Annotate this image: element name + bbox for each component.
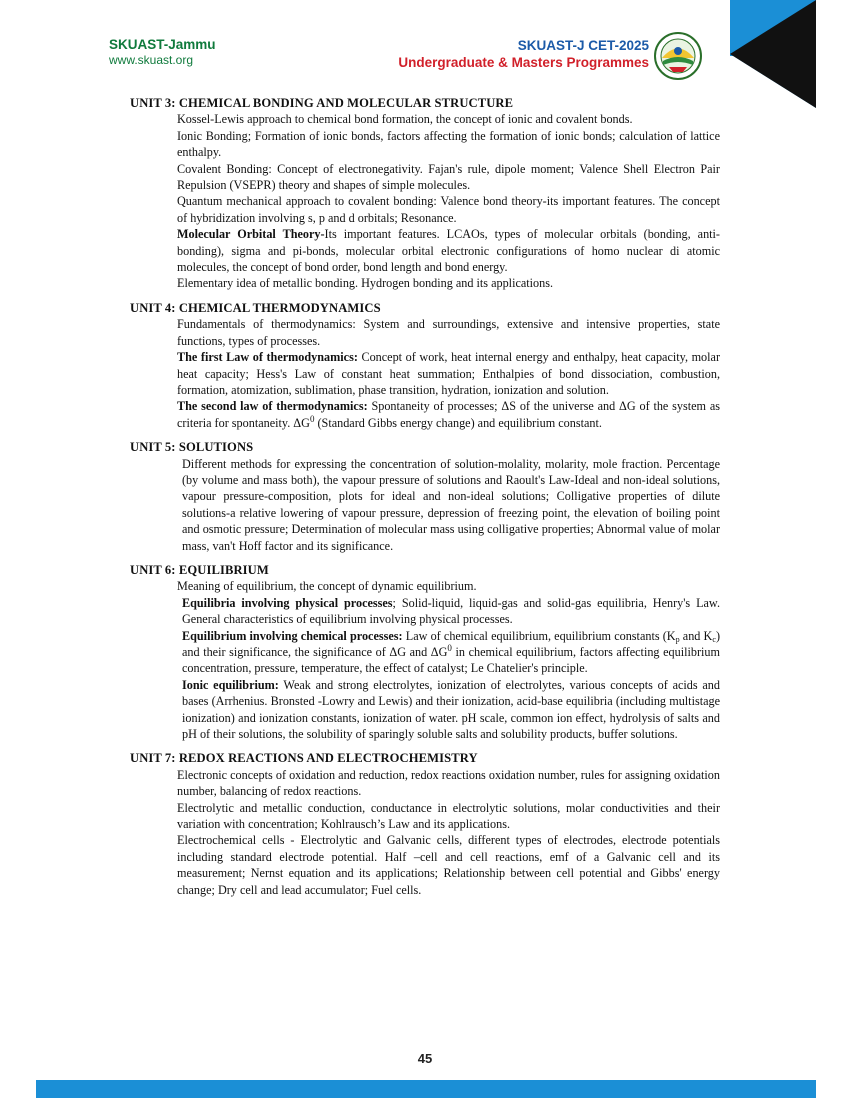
- programmes-title: Undergraduate & Masters Programmes: [398, 55, 649, 70]
- paragraph-heading: Ionic equilibrium:: [182, 677, 279, 692]
- footer-bar: [36, 1080, 816, 1098]
- paragraph: Meaning of equilibrium, the concept of dynamic equilibrium.: [177, 579, 477, 594]
- paragraph: Electrolytic and metallic conduction, conductance in electrolytic solutions, molar conductivities and their variation with concentration; Kohlrausch’s Law and its applications.: [177, 800, 720, 832]
- page-number: 45: [417, 1051, 433, 1066]
- paragraph-text: and K: [679, 628, 713, 643]
- paragraph: [182, 677, 720, 743]
- header-right: [398, 37, 649, 71]
- paragraph: Fundamentals of thermodynamics: System and surroundings, extensive and intensive properties, state functions, types of processes.: [177, 317, 720, 348]
- paragraph: Quantum mechanical approach to covalent bonding: Valence bond theory-its important features. The concept of hybridization involving s, p and d orbitals; Resonance.: [177, 194, 720, 225]
- paragraph-heading: Equilibrium involving chemical processes:: [182, 628, 403, 643]
- website-link[interactable]: www.skuast.org: [109, 53, 194, 67]
- paragraph-heading: The second law of thermodynamics:: [177, 399, 368, 414]
- paragraph-text: ; Solid-liquid, liquid-gas and solid-gas equilibria, Henry's Law. General characteristics of equilibrium involving physical processes.: [182, 595, 720, 627]
- syllabus-content: [130, 95, 720, 906]
- paragraph-text: Its important features. LCAOs, types of molecular orbitals (bonding, anti-bonding), sigma and pi-bonds, molecular orbital electronic configurations of homo nuclear di atomic molecules, the concept of bond order, bond length and bond energy.: [177, 227, 720, 275]
- superscript: 0: [447, 643, 452, 653]
- paragraph-heading: The first Law of thermodynamics:: [177, 350, 358, 365]
- paragraph-text: ) and their significance, the significance of ΔG and ΔG: [182, 628, 720, 659]
- paragraph: Electronic concepts of oxidation and reduction, redox reactions oxidation number, rules for assigning oxidation number, balancing of redox reactions.: [177, 767, 720, 799]
- paragraph: [177, 398, 720, 431]
- unit-title: UNIT 4: CHEMICAL THERMODYNAMICS: [130, 300, 381, 315]
- paragraph: Elementary idea of metallic bonding. Hydrogen bonding and its applications.: [177, 276, 554, 291]
- corner-arrow-graphic: [730, 0, 816, 108]
- paragraph-text: Spontaneity of processes; ΔS of the universe and ΔG of the system as criteria for spontaneity. ΔG: [177, 399, 720, 430]
- paragraph: [182, 628, 720, 677]
- unit-title: UNIT 3: CHEMICAL BONDING AND MOLECULAR STRUCTURE: [130, 96, 514, 110]
- paragraph-text: Concept of work, heat internal energy and enthalpy, heat capacity, molar heat capacity; Hess's Law of constant heat summation; Enthalpies of bond dissociation, combustion, formation, atomization, sublimation, phase transition, hydration, ionization and solution.: [177, 350, 720, 397]
- paragraph: [182, 595, 720, 628]
- paragraph-text: (Standard Gibbs energy change) and equilibrium constant.: [314, 415, 602, 430]
- paragraph: Covalent Bonding: Concept of electronegativity. Fajan's rule, dipole moment; Valence Shell Electron Pair Repulsion (VSEPR) theory and shapes of simple molecules.: [177, 161, 720, 193]
- unit-title: UNIT 6: EQUILIBRIUM: [130, 562, 269, 577]
- paragraph: Kossel-Lewis approach to chemical bond formation, the concept of ionic and covalent bonds.: [177, 112, 633, 127]
- paragraph: Different methods for expressing the concentration of solution-molality, molarity, mole fraction. Percentage (by volume and mass both), the vapour pressure of solutions and Raoult's Law-Ideal and non-ideal solutions, vapour pressure-composition, plots for ideal and non-ideal solutions; Colligative properties of dilute solutions-a relative lowering of vapour pressure, depression of freezing point, the elevation of boiling point and osmotic pressure; Determination of molecular mass using colligative properties; Abnormal value of molar mass, van't Hoff factor and its significance.: [182, 456, 720, 553]
- paragraph-text: Weak and strong electrolytes, ionization of electrolytes, various concepts of acids and bases (Arrhenius. Bronsted -Lowry and Lewis) and their ionization, acid-base equilibria (including multistage ionization) and ionization constants, ionization of water. pH scale, common ion effect, hydrolysis of salts and pH of their solutions, the solubility of sparingly soluble salts and solubility products, buffer solutions.: [182, 677, 720, 742]
- brand-name: SKUAST-Jammu: [109, 37, 216, 52]
- university-seal-icon: [653, 31, 703, 81]
- unit-3: [130, 95, 720, 292]
- header-left: [109, 37, 216, 67]
- subscript: c: [712, 634, 716, 644]
- unit-6: [130, 562, 720, 742]
- subscript: p: [675, 634, 680, 644]
- unit-title: UNIT 7: REDOX REACTIONS AND ELECTROCHEMISTRY: [130, 751, 478, 766]
- paragraph-heading: Molecular Orbital Theory-: [177, 227, 325, 242]
- unit-5: [130, 439, 720, 554]
- paragraph-text: in chemical equilibrium, factors affecting equilibrium concentration, pressure, temperature, the effect of catalyst; Le Chatelier's principle.: [182, 645, 720, 676]
- paragraph-text: Law of chemical equilibrium, equilibrium constants (K: [402, 628, 676, 643]
- superscript: 0: [309, 413, 315, 424]
- unit-4: [130, 300, 720, 431]
- paragraph: Electrochemical cells - Electrolytic and Galvanic cells, different types of electrodes, electrode potentials including standard electrode potential. Half –cell and cell reactions, emf of a Galvanic cell and its measurement; Nernst equation and its applications; Relationship between cell potential and Gibbs' energy change; Dry cell and lead accumulator; Fuel cells.: [177, 833, 720, 897]
- paragraph-heading: Equilibria involving physical processes: [182, 595, 393, 610]
- unit-7: [130, 750, 720, 898]
- paragraph: [177, 226, 720, 275]
- paragraph: [177, 349, 720, 398]
- unit-title: UNIT 5: SOLUTIONS: [130, 440, 254, 455]
- exam-title: SKUAST-J CET-2025: [517, 38, 649, 53]
- paragraph: Ionic Bonding; Formation of ionic bonds, factors affecting the formation of ionic bonds; calculation of lattice enthalpy.: [177, 128, 720, 160]
